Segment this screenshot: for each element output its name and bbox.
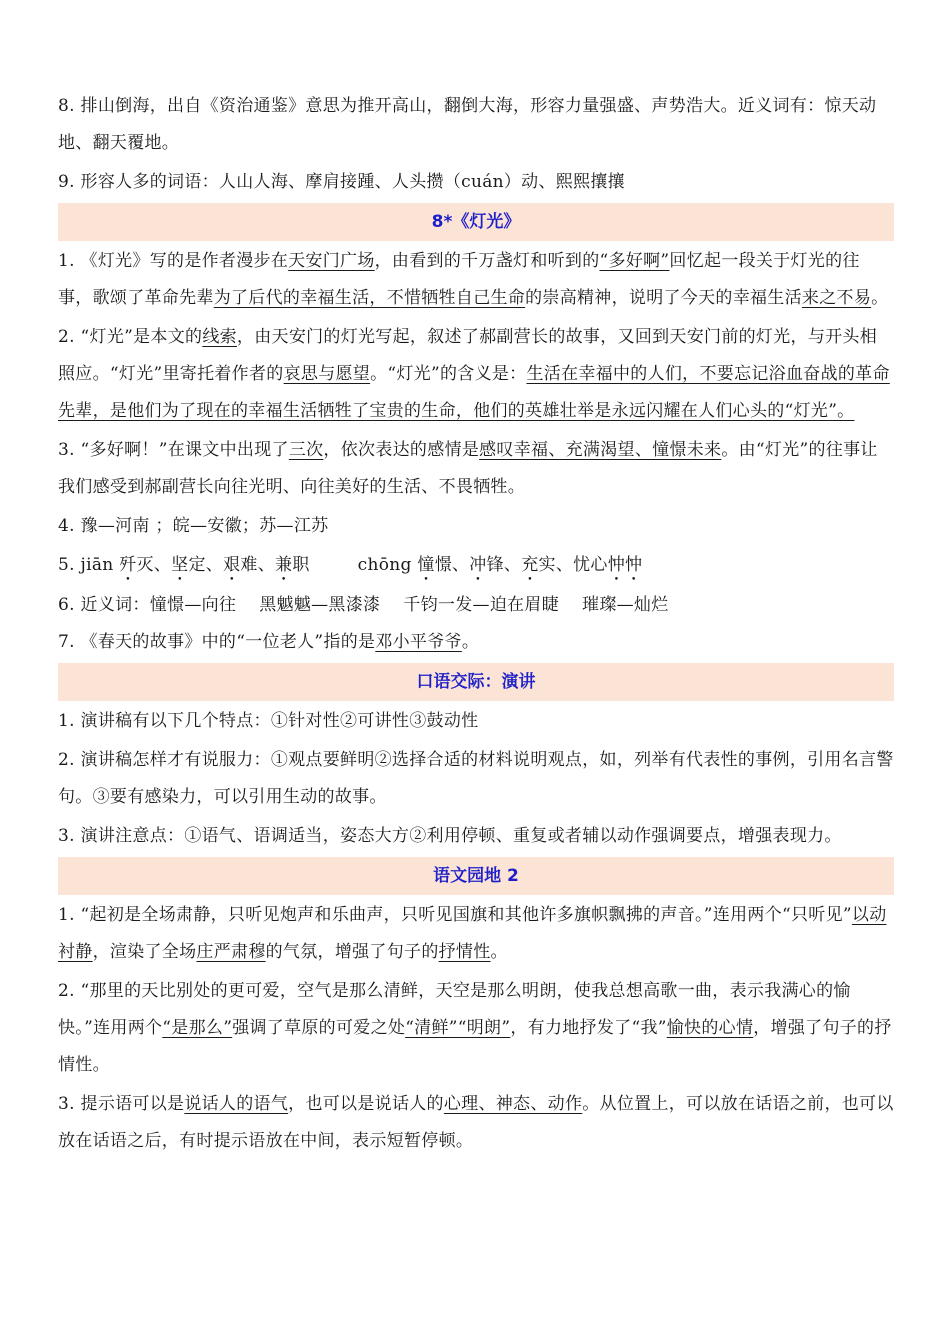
yuandi-item-1: 1. “起初是全场肃静，只听见炮声和乐曲声，只听见国旗和其他许多旗帜飘拂的声音。”连用两个“只听见”以动衬静，渲染了全场庄严肃穆的气氛，增强了句子的抒情性。 [58, 905, 887, 962]
denguang-item-6: 6. 近义词：憧憬—向往 黑魆魆—黑漆漆 千钧一发—迫在眉睫 璀璨—灿烂 [58, 595, 669, 615]
denguang-item-4: 4. 豫—河南 ；皖—安徽；苏—江苏 [58, 516, 329, 536]
speech-item-1: 1. 演讲稿有以下几个特点：①针对性②可讲性③鼓动性 [58, 711, 479, 731]
yuandi-item-2: 2. “那里的天比别处的更可爱，空气是那么清鲜，天空是那么明朗，使我总想高歌一曲，表示我满心的愉快。”连用两个“是那么”强调了草原的可爱之处“清鲜”“明朗”，有力地抒发了“我”愉快的心情，增强了句子的抒情性。 [58, 981, 892, 1075]
yuandi-item-3: 3. 提示语可以是说话人的语气，也可以是说话人的心理、神态、动作。从位置上，可以放在话语之前，也可以放在话语之后，有时提示语放在中间，表示短暂停顿。 [58, 1094, 894, 1151]
denguang-item-7: 7. 《春天的故事》中的“一位老人”指的是邓小平爷爷。 [58, 632, 480, 652]
speech-item-2: 2. 演讲稿怎样才有说服力：①观点要鲜明②选择合适的材料说明观点，如，列举有代表性的事例，引用名言警句。③要有感染力，可以引用生动的故事。 [58, 750, 894, 807]
section-header-yuwen-yuandi: 语文园地 2 [58, 857, 894, 895]
denguang-item-3: 3. “多好啊！”在课文中出现了三次，依次表达的感情是感叹幸福、充满渴望、憧憬未来。由“灯光”的往事让我们感受到郝副营长向往光明、向往美好的生活、不畏牺牲。 [58, 440, 878, 497]
denguang-item-1: 1. 《灯光》写的是作者漫步在天安门广场，由看到的千万盏灯和听到的“多好啊”回忆起一段关于灯光的往事，歌颂了革命先辈为了后代的幸福生活，不惜牺牲自己生命的崇高精神，说明了今天的幸福生活来之不易。 [58, 251, 889, 308]
prev-item-9: 9. 形容人多的词语：人山人海、摩肩接踵、人头攒（cuán）动、熙熙攘攘 [58, 172, 625, 192]
denguang-item-5: 5. jiān 歼灭、坚定、艰难、兼职 chōng 憧憬、冲锋、充实、忧心忡忡 [58, 555, 643, 575]
denguang-item-2: 2. “灯光”是本文的线索，由天安门的灯光写起，叙述了郝副营长的故事，又回到天安门前的灯光，与开头相照应。“灯光”里寄托着作者的哀思与愿望。“灯光”的含义是：生活在幸福中的人们，不要忘记浴血奋战的革命先辈，是他们为了现在的幸福生活牺牲了宝贵的生命，他们的英雄壮举是永远闪耀在人们心头的“灯光”。 [58, 327, 890, 421]
prev-item-8: 8. 排山倒海，出自《资治通鉴》意思为推开高山，翻倒大海，形容力量强盛、声势浩大。近义词有：惊天动地、翻天覆地。 [58, 96, 877, 153]
section-header-denguang: 8*《灯光》 [58, 203, 894, 241]
section-header-speech: 口语交际：演讲 [58, 663, 894, 701]
speech-item-3: 3. 演讲注意点：①语气、语调适当，姿态大方②利用停顿、重复或者辅以动作强调要点，增强表现力。 [58, 826, 842, 846]
document-page [58, 88, 894, 1160]
